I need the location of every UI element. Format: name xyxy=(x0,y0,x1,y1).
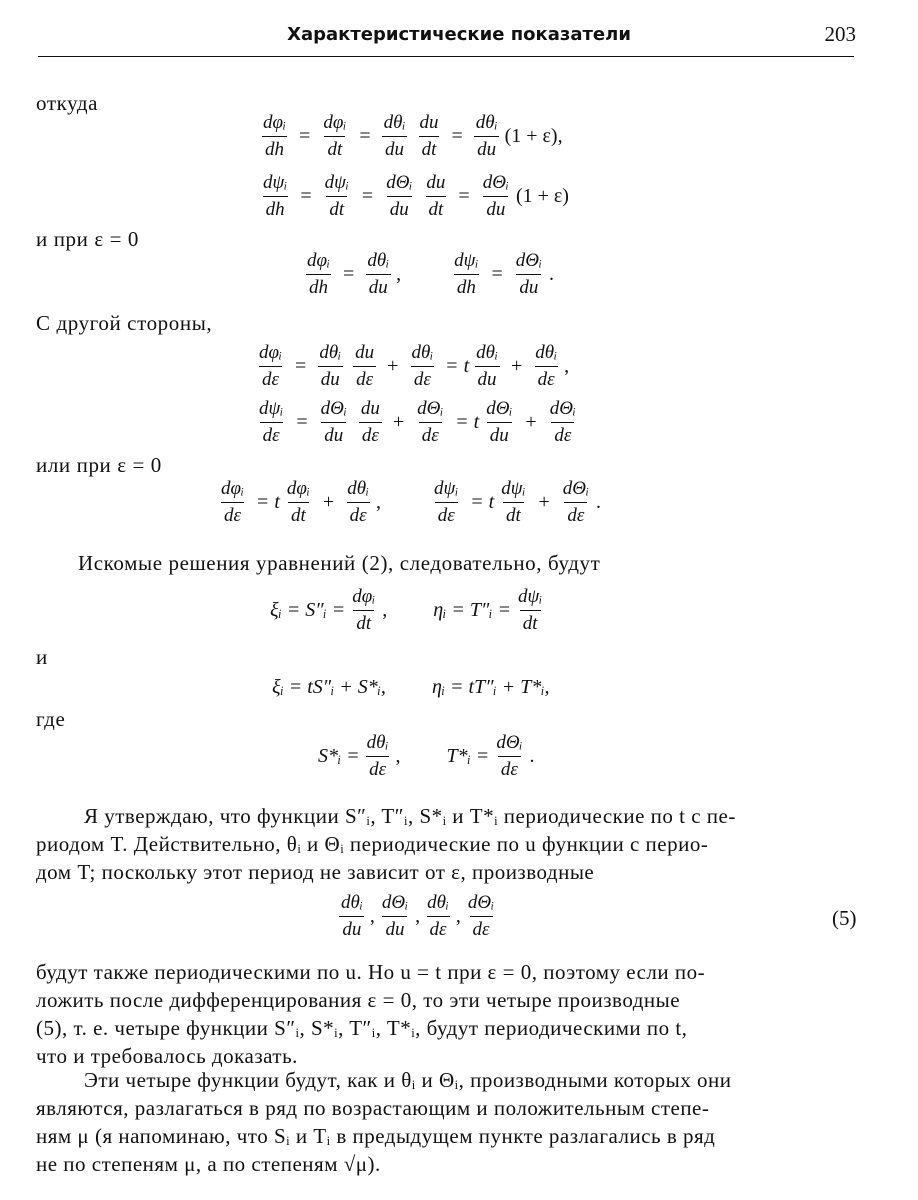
formula-dphi-dh: $\frac{\text{dφᵢ}}{dh}$ = $\frac{\text{dφᵢ}}{dt}$ = $\frac{\text{dθᵢ}}{du}$ $\frac{du}{dt}$ = $\frac{\text{dθᵢ}}{du}$ (1 + ε), xyxy=(263,112,563,160)
page-number: 203 xyxy=(824,22,856,46)
formula-star-functions: S*ᵢ = $\frac{\text{dθᵢ}}{d\varepsilon}$ , T*ᵢ = $\frac{\text{dΘᵢ}}{d\varepsilon}$ . xyxy=(318,732,535,780)
formula-xi-eta: ξᵢ = S″ᵢ = $\frac{\text{dφᵢ}}{dt}$ , ηᵢ = T″ᵢ = $\frac{\text{dψᵢ}}{dt}$ xyxy=(270,586,543,634)
text-s-drugoi-storony: С другой стороны, xyxy=(36,311,213,335)
formula-derivatives-5: $\frac{\text{dθᵢ}}{du}$ , $\frac{\text{dΘᵢ}}{du}$ , $\frac{\text{dθᵢ}}{d\varepsilon}$ , $\frac{\text{dΘᵢ}}{d\varepsilon}$ xyxy=(341,892,495,940)
running-header-title: Характеристические показатели xyxy=(287,24,631,45)
header-rule xyxy=(38,56,854,57)
formula-dpsi-dh: $\frac{\text{dψᵢ}}{dh}$ = $\frac{\text{dψᵢ}}{dt}$ = $\frac{\text{dΘᵢ}}{du}$ $\frac{du}{dt}$ = $\frac{\text{dΘᵢ}}{du}$ (1 + ε) xyxy=(263,172,569,220)
text-ili-pri-e0: или при ε = 0 xyxy=(36,453,162,477)
formula-dphi-de: $\frac{\text{dφᵢ}}{d\varepsilon}$ = $\frac{\text{dθᵢ}}{du}$ $\frac{du}{d\varepsilon}$ + $\frac{\text{dθᵢ}}{d\varepsilon}$ = t $\frac{\text{dθᵢ}}{du}$ + $\frac{\text{dθᵢ}}{d\varepsilon}$ , xyxy=(259,342,570,390)
text-i: и xyxy=(36,645,48,669)
equation-number-5: (5) xyxy=(832,906,857,930)
paragraph-periodic: будут также периодическими по u. Но u = t при ε = 0, поэтому если по- ложить после дифференцирования ε = 0, то эти четыре производные (5), т. е. четыре функции S″ᵢ, S*ᵢ, T″ᵢ, T*ᵢ, будут периодическими по t, что и требовалось доказать. xyxy=(36,960,706,1068)
formula-derivatives-at-e0: $\frac{\text{dφᵢ}}{d\varepsilon}$ = t $\frac{\text{dφᵢ}}{dt}$ + $\frac{\text{dθᵢ}}{d\varepsilon}$ , $\frac{\text{dψᵢ}}{d\varepsilon}$ = t $\frac{\text{dψᵢ}}{dt}$ + $\frac{\text{dΘᵢ}}{d\varepsilon}$ . xyxy=(221,478,602,526)
formula-at-e0: $\frac{\text{dφᵢ}}{dh}$ = $\frac{\text{dθᵢ}}{du}$ , $\frac{\text{dψᵢ}}{dh}$ = $\frac{\text{dΘᵢ}}{du}$ . xyxy=(307,250,554,298)
text-otkuda: откуда xyxy=(36,91,99,115)
paragraph-series: Эти четыре функции будут, как и θᵢ и Θᵢ, производными которых они являются, разлагаться в ряд по возрастающим и положительным степе- ням μ (я напоминаю, что Sᵢ и Tᵢ в предыдущем пункте разлагались в ряд не по степеням μ, а по степеням √μ). xyxy=(36,1068,732,1176)
paragraph-claim: Я утверждаю, что функции S″ᵢ, T″ᵢ, S*ᵢ и T*ᵢ периодические по t с пе- риодом T. Действительно, θᵢ и Θᵢ периодические по u функции с перио- дом T; поскольку этот период не зависит от ε, производные xyxy=(36,804,736,884)
text-iskomye-resheniya: Искомые решения уравнений (2), следовательно, будут xyxy=(78,551,601,575)
formula-xi-eta-general: ξᵢ = tS″ᵢ + S*ᵢ, ηᵢ = tT″ᵢ + T*ᵢ, xyxy=(272,676,550,698)
text-i-pri-e0: и при ε = 0 xyxy=(36,227,139,251)
text-gde: где xyxy=(36,707,66,731)
formula-dpsi-de: $\frac{\text{dψᵢ}}{d\varepsilon}$ = $\frac{\text{dΘᵢ}}{du}$ $\frac{du}{d\varepsilon}$ + $\frac{\text{dΘᵢ}}{d\varepsilon}$ = t $\frac{\text{dΘᵢ}}{du}$ + $\frac{\text{dΘᵢ}}{d\varepsilon}$ xyxy=(259,398,576,446)
